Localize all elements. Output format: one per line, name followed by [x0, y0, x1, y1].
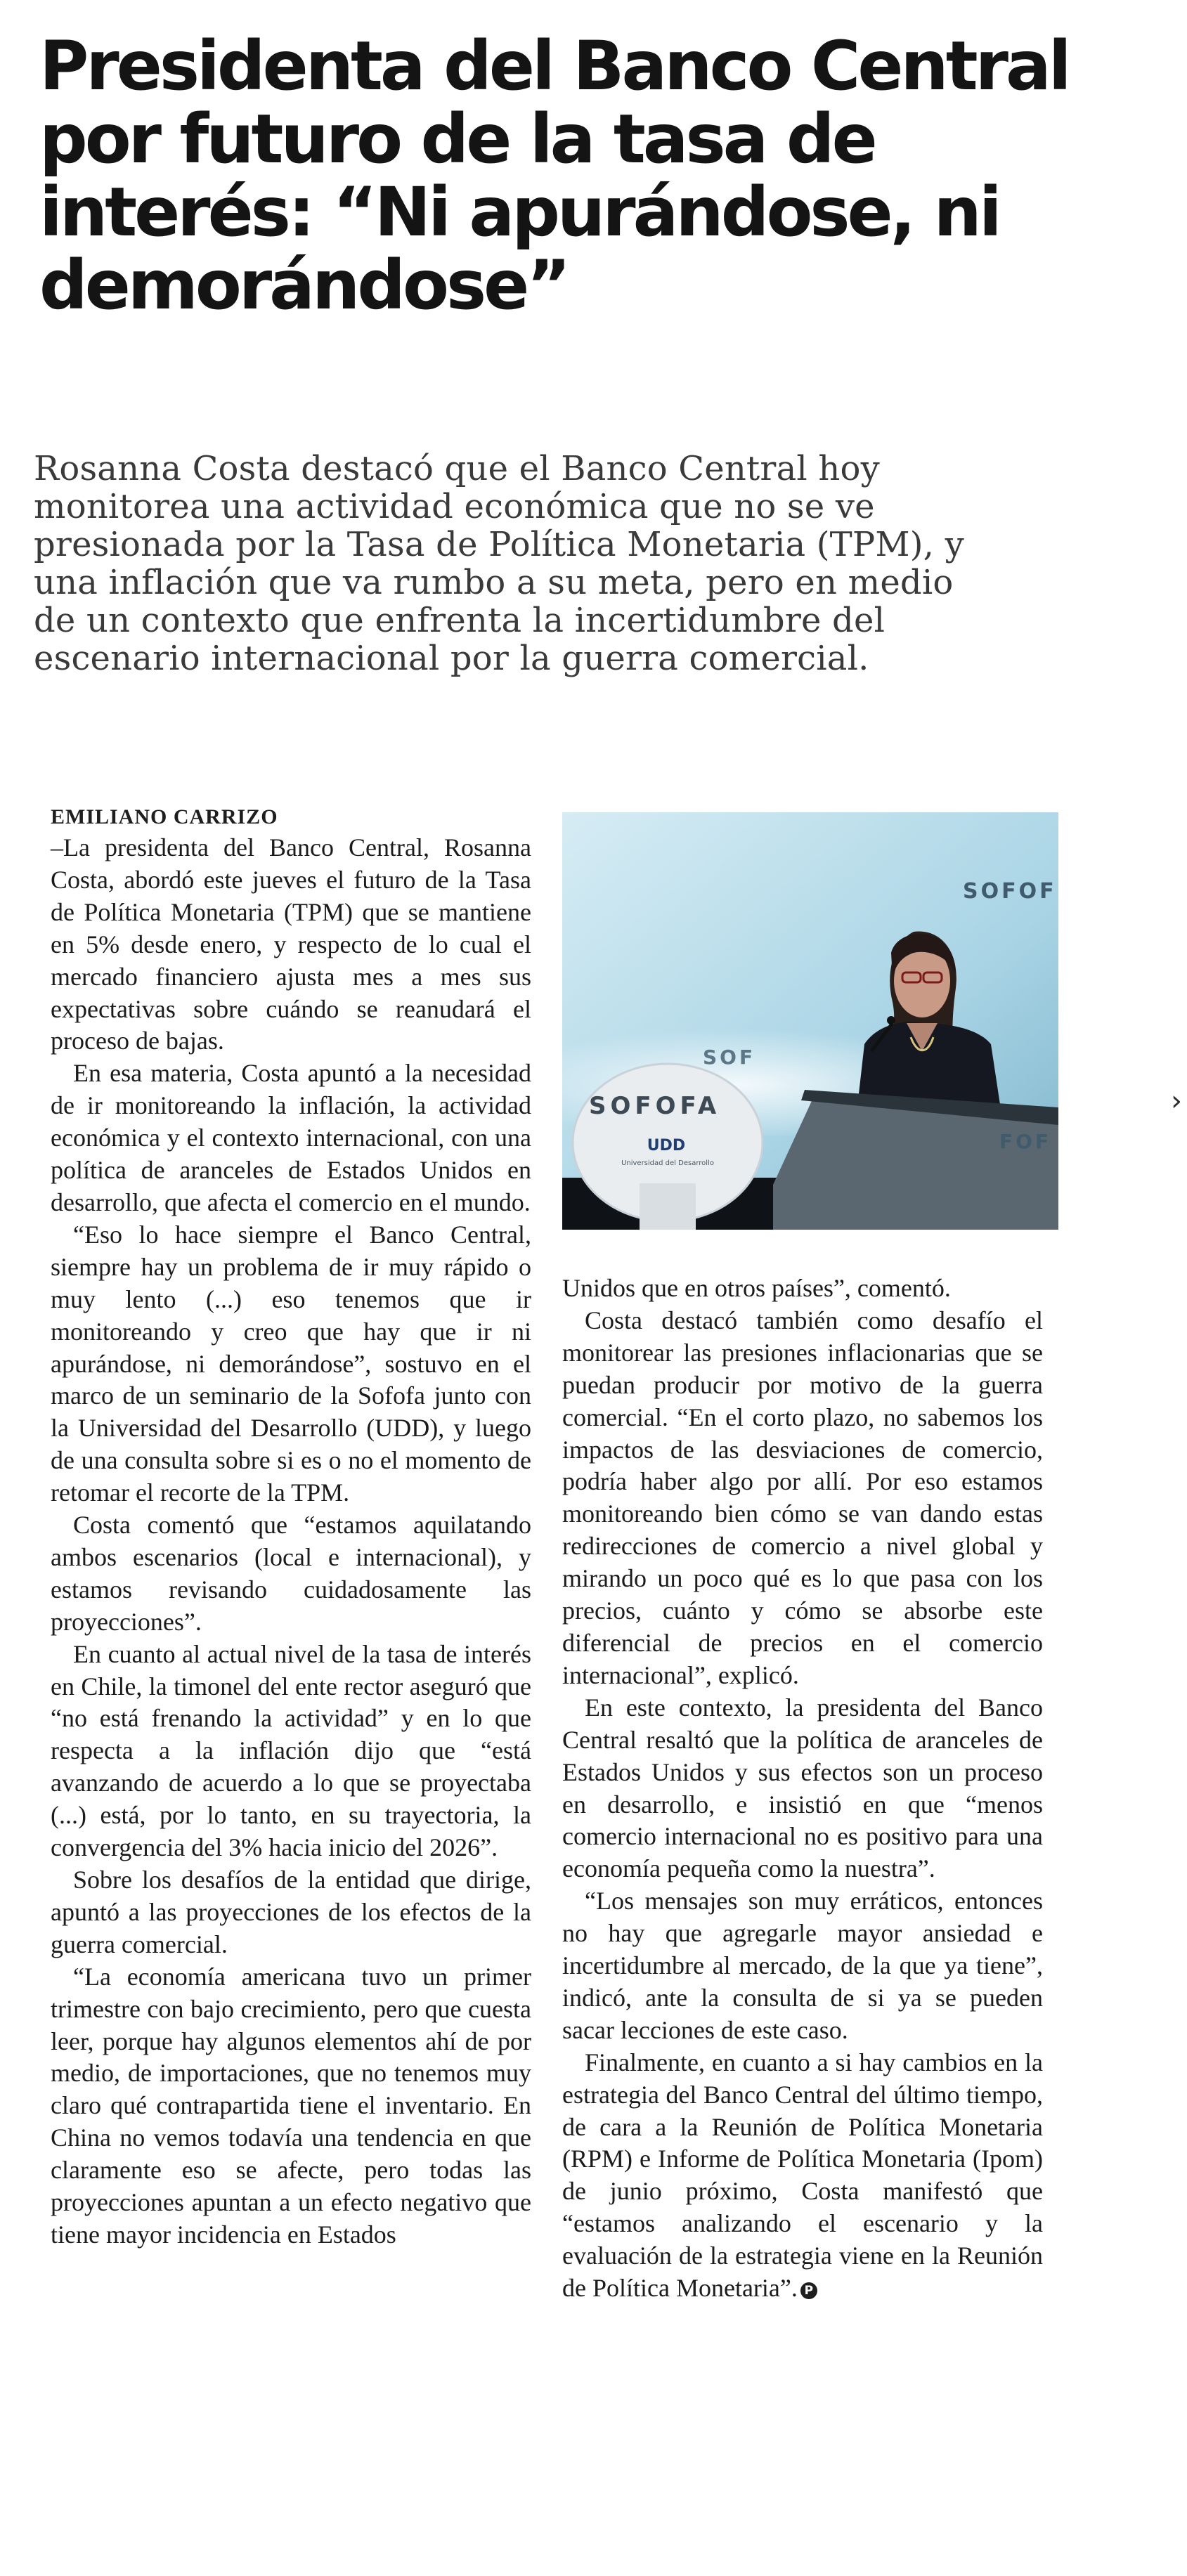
- headline: Presidenta del Banco Central por futuro de la tasa de interés: “Ni apurándose, ni demorándose”: [39, 27, 1069, 325]
- body-paragraph: En este contexto, la presidenta del Banco Central resaltó que la política de aranceles de Estados Unidos y sus efectos son un proceso en desarrollo, e insistió en que “menos comercio internacional no es positivo para una economía pequeña como la nuestra”.: [562, 1693, 1043, 1883]
- body-paragraph: En esa materia, Costa apuntó a la necesidad de ir monitoreando la inflación, la actividad económica y el contexto internacional, con una política de aranceles de Estados Unidos en desarrollo, que afecta el comercio en el mundo.: [51, 1059, 531, 1216]
- podium-logo: SOFOFA: [589, 1092, 721, 1120]
- body-paragraph: Sobre los desafíos de la entidad que dirige, apuntó a las proyecciones de los efectos de la guerra comercial.: [51, 1866, 531, 1958]
- next-page-arrow-icon[interactable]: ›: [1171, 1085, 1182, 1117]
- screen-logo-right: SOFOF: [963, 879, 1057, 904]
- body-paragraph: “La economía americana tuvo un primer trimestre con bajo crecimiento, pero que cuesta leer, porque hay algunos elementos ahí de por medio, de importaciones, que no tenemos muy claro qué contrapartida tiene el inventario. En China no vemos todavía una tendencia en que claramente eso se afecte, pero todas las proyecciones apuntan a un efecto negativo que tiene mayor incidencia en Estados: [51, 1962, 531, 2249]
- body-paragraph: Costa destacó también como desafío el monitorear las presiones inflacionarias que se puedan producir por motivo de la guerra comercial. “En el corto plazo, no sabemos los impactos de las desviaciones de comercio, podría haber algo por allí. Por eso estamos monitoreando bien cómo se van dando estas redirecciones de comercio a nivel global y mirando un poco qué es lo que pasa con los precios, cuánto y cómo se absorbe este diferencial de precios en el comercio internacional”, explicó.: [562, 1306, 1043, 1689]
- body-paragraph: [562, 2047, 1043, 2305]
- body-paragraph: Unidos que en otros países”, comentó.: [562, 1274, 951, 1302]
- byline: EMILIANO CARRIZO: [51, 805, 278, 828]
- body-paragraph: –La presidenta del Banco Central, Rosanna Costa, abordó este jueves el futuro de la Tasa de Política Monetaria (TPM) que se mantiene en 5% desde enero, y respecto de lo cual el mercado financiero ajusta mes a mes sus expectativas sobre cuándo se reanudará el proceso de bajas.: [51, 833, 531, 1055]
- body-paragraph: Costa comentó que “estamos aquilatando ambos escenarios (local e internacional), y estamos revisando cuidadosamente las proyecciones”.: [51, 1511, 531, 1636]
- screen-logo-bottom: FOF: [999, 1130, 1052, 1153]
- body-text: Finalmente, en cuanto a si hay cambios en la estrategia del Banco Central del último tiempo, de cara a la Reunión de Política Monetaria (RPM) e Informe de Política Monetaria (Ipom) de junio próximo, Costa manifestó que “estamos analizando el escenario y la evaluación de la estrategia viene en la Reunión de Política Monetaria”.: [562, 2048, 1043, 2303]
- podium-subtitle: Universidad del Desarrollo: [621, 1159, 714, 1167]
- screen-logo-mid: SOF: [703, 1046, 756, 1069]
- article-column-1: [51, 832, 531, 2251]
- body-paragraph: “Los mensajes son muy erráticos, entonces no hay que agregarle mayor ansiedad e incertidumbre al mercado, de la que ya tiene”, indicó, ante la consulta de si ya se pueden sacar lecciones de este caso.: [562, 1887, 1043, 2044]
- body-paragraph: En cuanto al actual nivel de la tasa de interés en Chile, la timonel del ente rector aseguró que “no está frenando la actividad” y en lo que respecta a la inflación dijo que “está avanzando de acuerdo a lo que se proyectaba (...) está, por lo tanto, en su trayectoria, la convergencia del 3% hacia inicio del 2026”.: [51, 1639, 531, 1862]
- article-column-2: [562, 1273, 1043, 2305]
- lead-paragraph: Rosanna Costa destacó que el Banco Central hoy monitorea una actividad económica que no se ve presionada por la Tasa de Política Monetaria (TPM), y una inflación que va rumbo a su meta, pero en medio de un contexto que enfrenta la incertidumbre del escenario internacional por la guerra comercial.: [34, 449, 964, 678]
- end-of-article-icon: P: [800, 2282, 817, 2299]
- article-photo: [562, 812, 1058, 1230]
- podium-badge: UDD: [647, 1137, 686, 1154]
- body-paragraph: “Eso lo hace siempre el Banco Central, siempre hay un problema de ir muy rápido o muy lento (...) eso tenemos que ir monitoreando y creo que hay que ir ni apurándose, ni demorándose”, sostuvo en el marco de un seminario de la Sofofa junto con la Universidad del Desarrollo (UDD), y luego de una consulta sobre si es o no el momento de retomar el recorte de la TPM.: [51, 1220, 531, 1507]
